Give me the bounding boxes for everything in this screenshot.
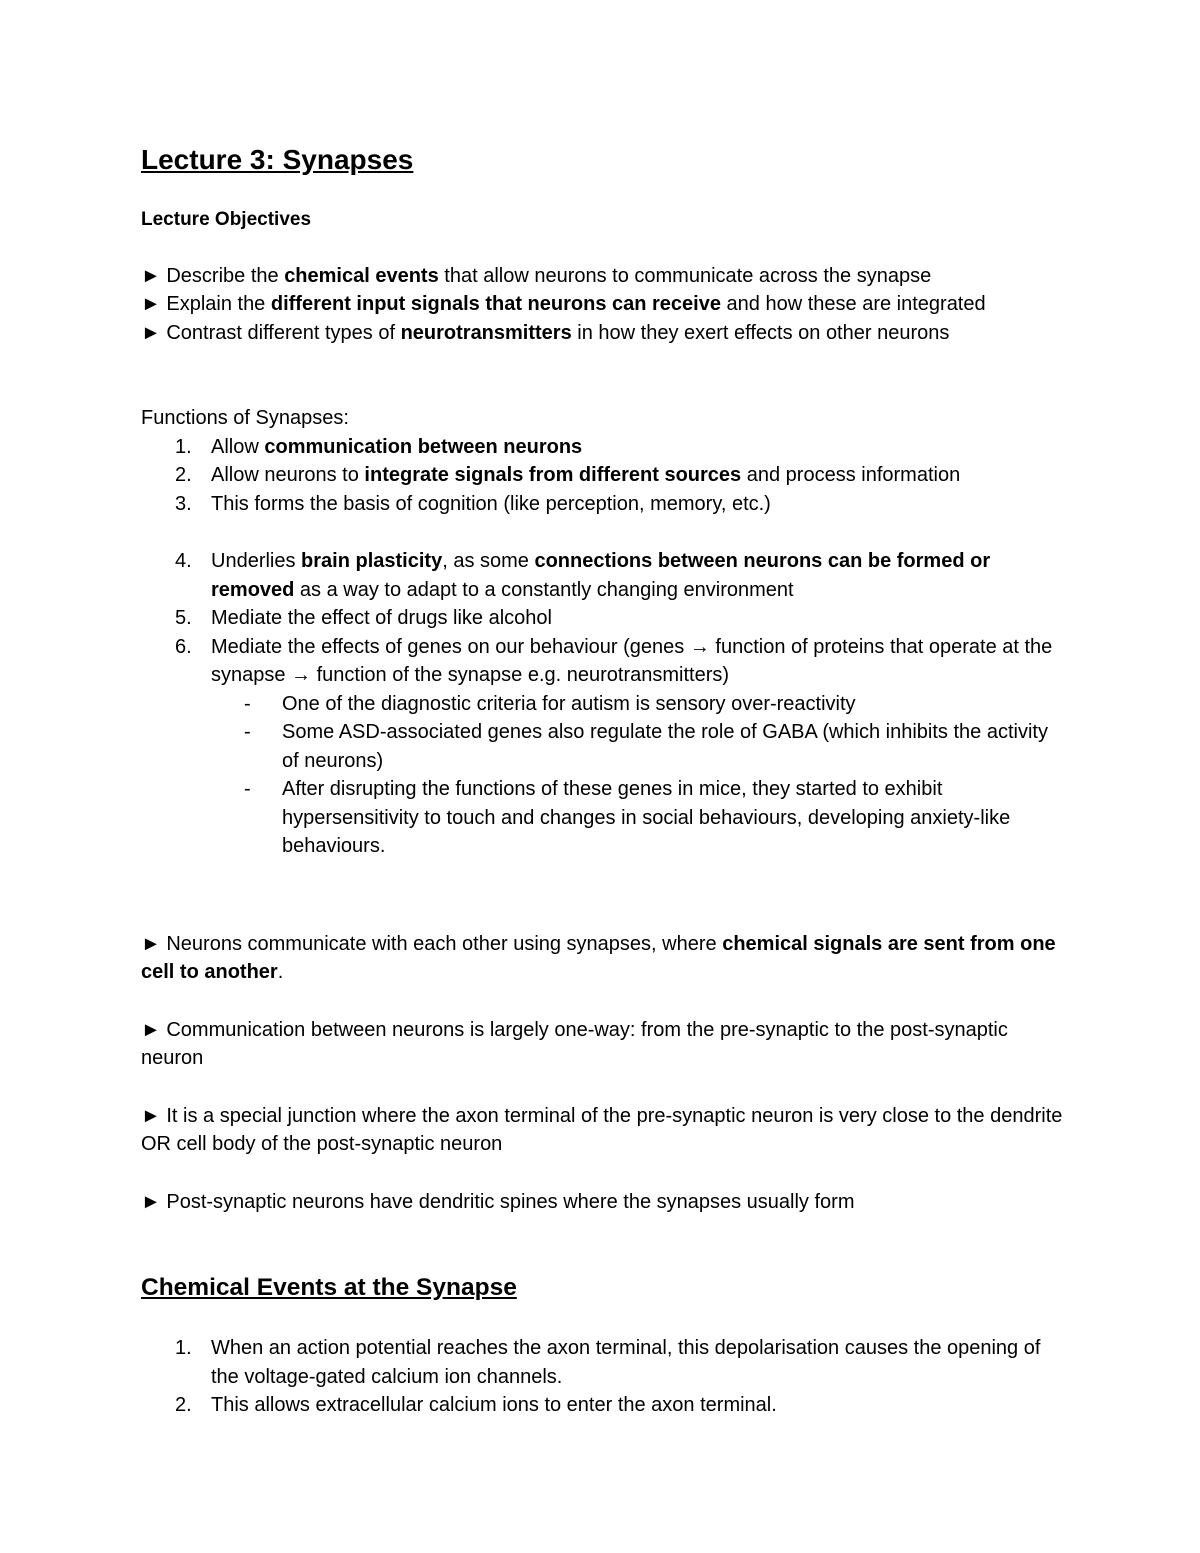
arrow-bullet-icon: ► bbox=[141, 264, 161, 287]
list-item: 2. Allow neurons to integrate signals from different sources and process information bbox=[175, 464, 961, 486]
sub-list-item: - Some ASD-associated genes also regulate the role of GABA (which inhibits the activity of neurons) bbox=[244, 721, 1048, 772]
sub-list-item: - One of the diagnostic criteria for autism is sensory over-reactivity bbox=[244, 692, 856, 715]
arrow-bullet-icon: ► bbox=[141, 932, 161, 955]
list-item: 5. Mediate the effect of drugs like alcohol bbox=[175, 607, 552, 629]
list-item: 1. Allow communication between neurons bbox=[175, 435, 583, 458]
list-item: 4. Underlies brain plasticity, as some connections between neurons can be formed or removed as a way to adapt to a constantly changing environment bbox=[175, 550, 991, 601]
list-item: 1. When an action potential reaches the axon terminal, this depolarisation causes the opening of the voltage-gated calcium ion channels. bbox=[175, 1337, 1041, 1388]
list-item: 3. This forms the basis of cognition (like perception, memory, etc.) bbox=[175, 492, 771, 515]
point-paragraph: ► Communication between neurons is largely one-way: from the pre-synaptic to the post-synaptic neuron bbox=[141, 1018, 1008, 1069]
arrow-bullet-icon: ► bbox=[141, 293, 161, 315]
objective-item: ► Explain the different input signals that neurons can receive and how these are integrated bbox=[141, 293, 986, 315]
arrow-bullet-icon: ► bbox=[141, 1104, 161, 1127]
page-title: Lecture 3: Synapses bbox=[141, 144, 414, 175]
arrow-bullet-icon: ► bbox=[141, 1190, 161, 1213]
arrow-bullet-icon: ► bbox=[141, 321, 161, 344]
point-paragraph: ► Post-synaptic neurons have dendritic spines where the synapses usually form bbox=[141, 1190, 855, 1213]
arrow-bullet-icon: ► bbox=[141, 1018, 161, 1041]
objective-item: ► Describe the chemical events that allow neurons to communicate across the synapse bbox=[141, 264, 932, 287]
chemical-events-list bbox=[141, 1334, 1070, 1420]
functions-sub-list bbox=[141, 690, 1070, 861]
point-paragraph: ► Neurons communicate with each other using synapses, where chemical signals are sent from one cell to another. bbox=[141, 932, 1056, 983]
functions-heading: Functions of Synapses: bbox=[141, 407, 349, 429]
list-item: 2. This allows extracellular calcium ions to enter the axon terminal. bbox=[175, 1394, 777, 1416]
functions-list bbox=[141, 433, 1070, 690]
objectives-heading: Lecture Objectives bbox=[141, 209, 312, 230]
list-item: 6. Mediate the effects of genes on our behaviour (genes → function of proteins that operate at the synapse → function of the synapse e.g. neurotransmitters) bbox=[175, 635, 1053, 686]
objectives-list bbox=[141, 262, 1070, 348]
point-paragraph: ► It is a special junction where the axon terminal of the pre-synaptic neuron is very close to the dendrite OR cell body of the post-synaptic neuron bbox=[141, 1104, 1063, 1155]
section-heading: Chemical Events at the Synapse bbox=[141, 1274, 517, 1301]
objective-item: ► Contrast different types of neurotransmitters in how they exert effects on other neurons bbox=[141, 321, 950, 344]
sub-list-item: - After disrupting the functions of these genes in mice, they started to exhibit hypersensitivity to touch and changes in social behaviours, developing anxiety-like behaviours. bbox=[244, 778, 1011, 857]
